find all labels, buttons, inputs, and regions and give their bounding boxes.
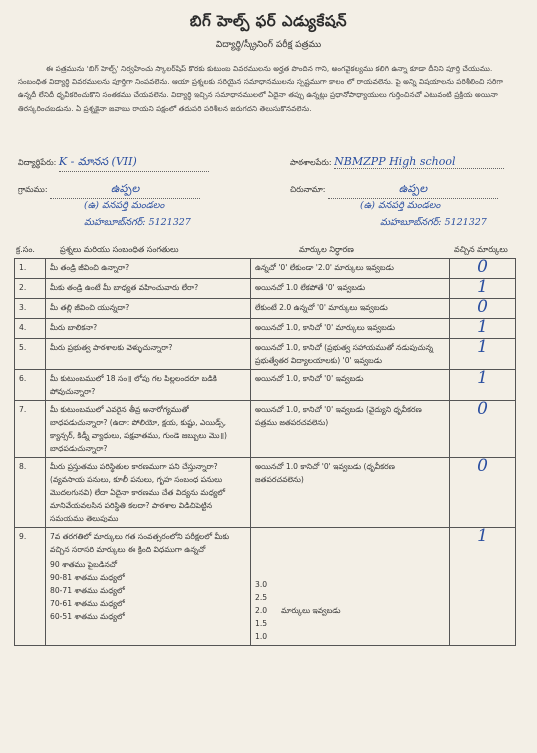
percentage-band: 90-81 శాతము మధ్యలో [50, 573, 125, 582]
table-row [15, 458, 516, 528]
score-values [255, 578, 267, 643]
criteria-cell [251, 458, 450, 528]
marks-cell [450, 259, 516, 279]
criteria-cell [251, 339, 450, 370]
row-number: 9. [15, 528, 46, 646]
district-right: మహబూబ్‌నగర్: 5121327 [380, 217, 487, 228]
question-cell [46, 279, 251, 299]
marks-cell [450, 528, 516, 646]
marks-cell [450, 370, 516, 401]
school-name-label: పాఠశాలపేరు: [290, 158, 332, 167]
awarded-mark: 0 [477, 399, 488, 419]
village-value: ఉప్పల [50, 182, 200, 199]
criteria-text: అయినచో 1.0 కానిచో '0' ఇవ్వబడు (ధృవీకరణ జతపరచవలెను) [255, 462, 395, 484]
question-text: మీరు ప్రభుత్వ పాఠశాలకు వెళ్ళుచున్నారా? [50, 343, 173, 352]
criteria-cell [251, 319, 450, 339]
question-text: 7వ తరగతిలో మార్కులు గత సంవత్సరంలోని పరీక్షలలో మీకు వచ్చిన సరాసరి మార్కులు ఈ క్రింది విధముగా ఉన్నచో [50, 532, 230, 554]
table-row [15, 339, 516, 370]
row-number: 8. [15, 458, 46, 528]
awarded-mark: 1 [477, 337, 488, 357]
band-score: 2.5 [255, 593, 268, 602]
student-name-row [18, 155, 258, 172]
table-row [15, 279, 516, 299]
row-number: 3. [15, 299, 46, 319]
col-criteria: మార్కుల నిర్ధారణ [299, 245, 354, 254]
table-row [15, 319, 516, 339]
criteria-text: అయినచో 1.0 లేకపోతే '0' ఇవ్వబడు [255, 283, 366, 292]
question-text: మీరు ప్రస్తుతము పరిస్థితుల కారణముగా పని చేస్తున్నారా? (వ్యవసాయ పనులు, కూలీ పనులు, గృహ సంబంధ పనులు మొదలగునవి) లేదా ఏదైనా కారణము చేత విద్యను మధ్యలో మానివేయవలసిన పరిస్థితి కలదా? పాఠశాల విడిచిపెట్టిన సమయము తెలుపుము [50, 462, 226, 523]
table-row [15, 259, 516, 279]
col-marks: వచ్చిన మార్కులు [454, 245, 508, 254]
awarded-mark: 1 [477, 368, 488, 388]
mandal-left: (ఉ) వనపర్తి మండలం [84, 200, 165, 211]
marks-cell [450, 339, 516, 370]
questions-table [14, 258, 516, 646]
address-label: చిరునామా: [290, 185, 326, 194]
question-cell [46, 319, 251, 339]
question-cell [46, 339, 251, 370]
question-text: మీ తండ్రి జీవించి ఉన్నారా? [50, 263, 130, 272]
table-row [15, 528, 516, 646]
criteria-cell [251, 299, 450, 319]
question-cell [46, 370, 251, 401]
question-cell [46, 528, 251, 646]
marks-cell [450, 279, 516, 299]
table-row [15, 370, 516, 401]
col-sno: క్ర.సం. [16, 245, 35, 254]
form-subtitle: విద్యార్థి/స్క్రీనింగ్ పరీక్ష పత్రము [215, 40, 322, 50]
marks-cell [450, 401, 516, 458]
criteria-cell [251, 528, 450, 646]
marks-cell [450, 458, 516, 528]
criteria-text: లేకుంటే 2.0 ఉన్నచో '0' మార్కులు ఇవ్వబడు [255, 303, 388, 312]
form-title: బిగ్ హెల్ప్ ఫర్ ఎడ్యుకేషన్ [189, 12, 348, 30]
village-row [18, 182, 258, 199]
district-left: మహబూబ్‌నగర్: 5121327 [84, 217, 191, 228]
criteria-cell [251, 259, 450, 279]
percentage-band: 70-61 శాతము మధ్యలో [50, 599, 125, 608]
row-number: 7. [15, 401, 46, 458]
row-number: 1. [15, 259, 46, 279]
address-row [290, 182, 530, 199]
criteria-cell [251, 401, 450, 458]
table-row [15, 401, 516, 458]
question-cell [46, 259, 251, 279]
band-score: 3.0 [255, 580, 268, 589]
row-number: 2. [15, 279, 46, 299]
question-cell [46, 299, 251, 319]
criteria-text: అయినచో 1.0, కానిచో '0' ఇవ్వబడు [255, 374, 364, 383]
awarded-mark: 1 [477, 277, 488, 297]
percentage-band: 90 శాతము పైబడినచో [50, 560, 118, 569]
question-text: మీ కుటుంబములో 18 సం॥ లోపు గల పిల్లలందరూ బడికి పోవుచున్నారా? [50, 374, 217, 396]
mandal-right: (ఉ) వనపర్తి మండలం [360, 200, 441, 211]
question-text: మీ తల్లి జీవించి యున్నదా? [50, 303, 130, 312]
student-name-label: విద్యార్థిపేరు: [18, 158, 57, 167]
row-number: 4. [15, 319, 46, 339]
student-name-value: K - మానస (VII) [59, 155, 209, 172]
question-text: మీ కుటుంబములో ఎవరైన తీవ్ర అనారోగ్యముతో బాధపడుచున్నారా? (ఉదా: పోలియో, క్షయ, కుష్టు, ఎయిడ్స్, క్యాన్సర్, కిడ్నీ వ్యాధులు, పక్షవాతము, గుండె జబ్బులు మొ॥) బాధపడుచున్నారా? [50, 405, 228, 453]
awarded-mark: 1 [477, 317, 488, 337]
criteria-cell [251, 279, 450, 299]
marks-cell [450, 319, 516, 339]
percentage-band: 80-71 శాతము మధ్యలో [50, 586, 125, 595]
awarded-mark: 0 [477, 456, 488, 476]
question-cell [46, 458, 251, 528]
percentage-band: 60-51 శాతము మధ్యలో [50, 612, 125, 621]
school-name-row [290, 155, 530, 169]
col-question: ప్రశ్నలు మరియు సంబంధిత సంగతులు [60, 245, 179, 254]
criteria-text: అయినచో 1.0, కానిచో (ప్రభుత్వ సహాయముతో నడుపుచున్న ప్రభుత్వేతర విద్యాలయాలకు) '0' ఇవ్వబడు [255, 343, 434, 365]
table-row [15, 299, 516, 319]
percentage-list [50, 558, 246, 623]
criteria-text: అయినచో 1.0, కానిచో '0' ఇవ్వబడు (వైద్యుని ధృవీకరణ పత్రము జతపరచవలెను) [255, 405, 422, 427]
criteria-text: ఉన్నచో '0' లేకుండా '2.0' మార్కులు ఇవ్వబడు [255, 263, 394, 272]
row-number: 6. [15, 370, 46, 401]
score-list [255, 578, 445, 643]
band-score: 1.5 [255, 619, 268, 628]
row-number: 5. [15, 339, 46, 370]
school-name-value: NBMZPP High school [334, 155, 504, 169]
criteria-cell [251, 370, 450, 401]
question-cell [46, 401, 251, 458]
awarded-mark: 1 [477, 526, 488, 546]
marks-cell [450, 299, 516, 319]
village-label: గ్రామము: [18, 185, 48, 194]
awarded-mark: 0 [477, 297, 488, 317]
intro-paragraph: ఈ పత్రమును 'బిగ్ హెల్ప్' నిర్వహించు స్కాలర్‌షిప్ కొరకు కుటుంబ వివరములను అర్హత పొందిన గాని, అంగవైకల్యము కలిగి ఉన్నా కూడా దీనిని పూర్తి చేయుము. సంబంధిత విద్యార్థి వివరములను పూర్తిగా నింపవలెను. ఆయా ప్రశ్నలకు సరియైన సమాధానములను స్పష్టముగా కాలం లో రాయవలెను. పై అన్ని విషయాలను పరిశీలించి సరిగా ఉన్నదీ లేనిదీ ధృవీకరించుకొని సంతకము చేయవలెను. విద్యార్థి ఇచ్చిన సమాధానములలో ఏదైనా తప్పు ఉన్నట్లు ప్రధానోపాధ్యాయులు గుర్తించినచో ఎటువంటి ప్రక్రియ అయినా తిరస్కరించబడును. ఏ ప్రశ్నకైనా జవాబు రాయని పక్షంలో తదుపరి పరిశీలన జరుగదని తెలుసుకొనవలెను. [18, 64, 504, 113]
address-value: ఉప్పల [328, 182, 498, 199]
question-text: మీకు తండ్రి ఉంటే మీ బాధ్యత వహించువారు లేరా? [50, 283, 199, 292]
question-text: మీరు బాలికనా? [50, 323, 98, 332]
criteria-text: అయినచో 1.0, కానిచో '0' మార్కులు ఇవ్వబడు [255, 323, 396, 332]
band-score: 1.0 [255, 632, 268, 641]
band-score: 2.0 [255, 606, 268, 615]
awarded-mark: 0 [477, 257, 488, 277]
score-note: మార్కులు ఇవ్వబడు [281, 606, 341, 615]
